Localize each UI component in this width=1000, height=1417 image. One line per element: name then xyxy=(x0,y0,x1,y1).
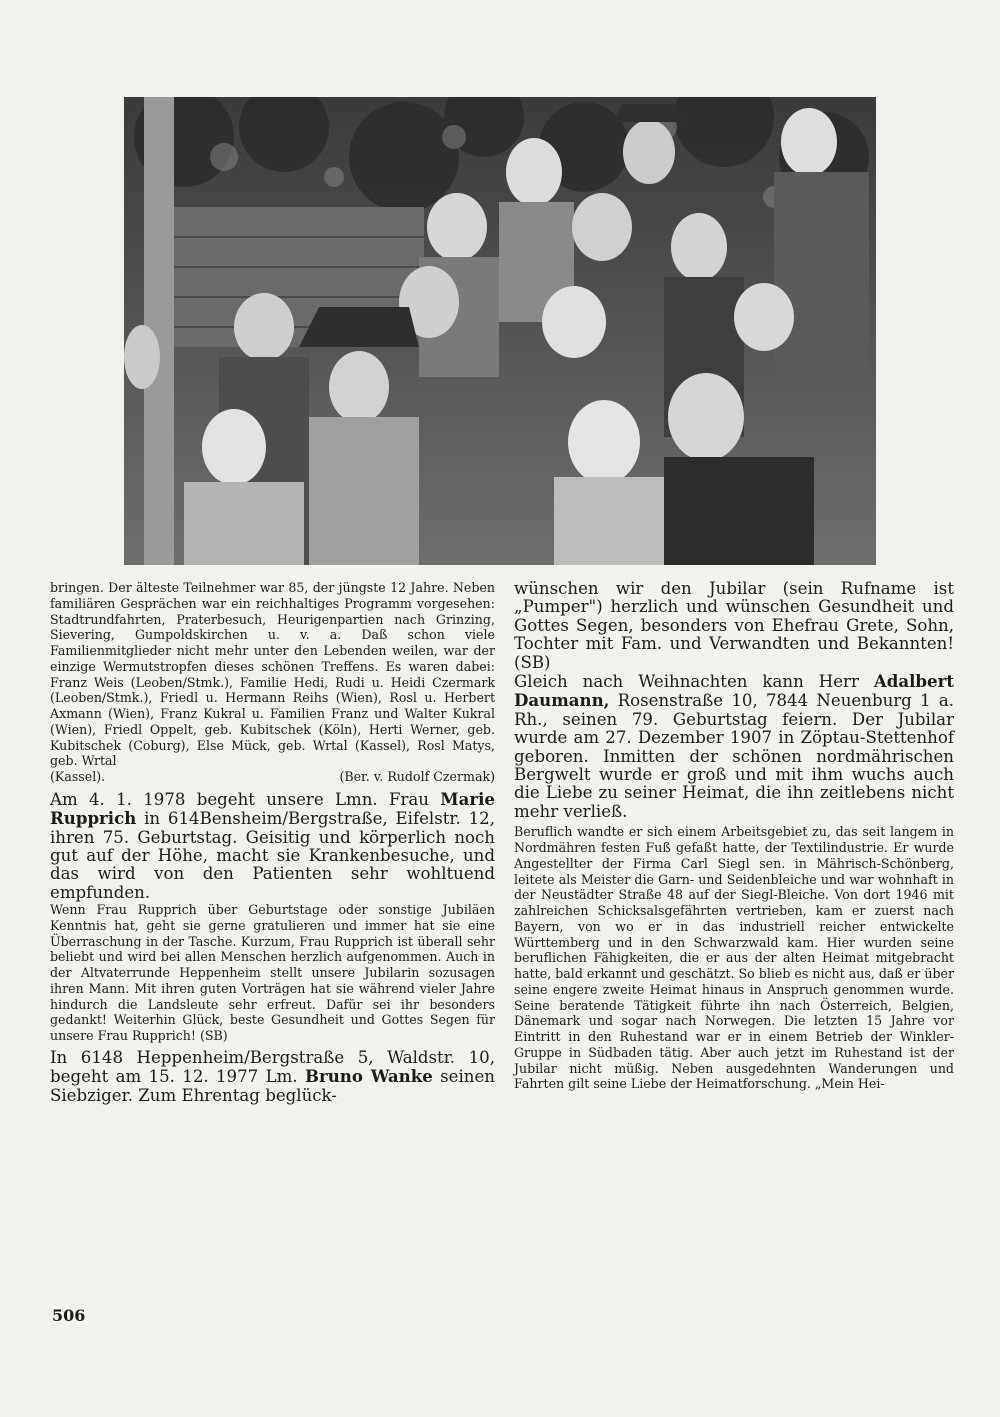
birthday-wanke-continuation: wünschen wir den Jubilar (sein Rufname ist „Pumper") herzlich und wünschen Gesundheit und Gottes Segen, besonders von Ehefrau Grete, Sohn, Tochter mit Fam. und Verwandten und Bekannten! (SB) xyxy=(514,579,954,672)
report-source: (Ber. v. Rudolf Czermak) xyxy=(339,769,495,784)
name-rupprich: Marie Rupprich xyxy=(50,788,495,829)
left-column xyxy=(50,580,495,1105)
birthday-rupprich-lead: Am 4. 1. 1978 begeht unsere Lmn. Frau Marie Rupprich in 614Bensheim/Bergstraße, Eifelstr. 12, ihren 75. Geburtstag. Geisitig und körperlich noch gut auf der Höhe, macht sie Krankenbesuche, und das wird von den Patienten sehr wohltuend empfunden. xyxy=(50,788,495,902)
report-end: (Kassel). xyxy=(50,769,106,784)
report-signoff xyxy=(50,769,495,785)
group-photo xyxy=(124,97,876,565)
name-daumann: Adalbert Daumann, xyxy=(514,671,954,711)
birthday-daumann-lead: Gleich nach Weihnachten kann Herr Adalbert Daumann, Rosenstraße 10, 7844 Neuenburg 1 a. Rh., seinen 79. Geburtstag feiern. Der Jubilar wurde am 27. Dezember 1907 in Zöptau-Stettenhof geboren. Inmitten der schönen nordmährischen Bergwelt wurde er groß und mit ihm wuchs auch die Liebe zu seiner Heimat, die ihn zeitlebens nicht mehr verließ. xyxy=(514,671,954,821)
birthday-wanke-lead: In 6148 Heppenheim/Bergstraße 5, Waldstr. 10, begeht am 15. 12. 1977 Lm. Bruno Wanke seinen Siebziger. Zum Ehrentag beglück- xyxy=(50,1047,495,1105)
birthday-rupprich-body: Wenn Frau Rupprich über Geburtstage oder sonstige Jubiläen Kenntnis hat, geht sie gerne gratulieren und immer hat sie eine Überraschung in der Tasche. Kurzum, Frau Rupprich ist überall sehr beliebt und wird bei allen Menschen herzlich aufgenommen. Auch in der Altvaterrunde Heppenheim stellt unsere Jubilarin sozusagen ihren Mann. Mit ihren guten Vorträgen hat sie während vieler Jahre hindurch die Landsleute sehr erfreut. Dafür sei ihr besonders gedankt! Weiterhin Glück, beste Gesundheit und Gottes Segen für unsere Frau Rupprich! (SB) xyxy=(50,902,495,1044)
right-column xyxy=(514,580,954,1092)
page-number: 506 xyxy=(52,1306,86,1325)
report-paragraph: bringen. Der älteste Teilnehmer war 85, der jüngste 12 Jahre. Neben familiären Gesprächen war ein reichhaltiges Programm vorgesehen: Stadtrundfahrten, Praterbesuch, Heurigenpartien nach Grinzing, Sievering, Gumpoldskirchen u. v. a. Daß schon viele Familienmitglieder nicht mehr unter den Lebenden weilen, war der einzige Wermutstropfen dieses schönen Treffens. Es waren dabei: Franz Weis (Leoben/Stmk.), Familie Hedi, Rudi u. Heidi Czermark (Leoben/Stmk.), Friedl u. Hermann Reihs (Wien), Rosl u. Herbert Axmann (Wien), Franz Kukral u. Familien Franz und Walter Kukral (Wien), Friedl Oppelt, geb. Kubitschek (Köln), Herti Werner, geb. Kubitschek (Coburg), Else Mück, geb. Wrtal (Kassel), Rosl Matys, geb. Wrtal xyxy=(50,580,495,769)
group-photo-illustration xyxy=(124,97,876,565)
birthday-daumann-body: Beruflich wandte er sich einem Arbeitsgebiet zu, das seit langem in Nordmähren festen Fuß gefaßt hatte, der Textilindustrie. Er wurde Angestellter der Firma Carl Siegl sen. in Mährisch-Schönberg, leitete als Meister die Garn- und Seidenbleiche und war wohnhaft in der Neustädter Straße 48 auf der Siegl-Bleiche. Von dort 1946 mit zahlreichen Schicksalsgefährten vertrieben, kam er zuerst nach Bayern, von wo er in das industriell reicher entwickelte Württemberg und in den Schwarzwald kam. Hier wurden seine beruflichen Fähigkeiten, die er aus der alten Heimat mitgebracht hatte, bald erkannt und geschätzt. So blieb es nicht aus, daß er über seine engere zweite Heimat hinaus in Anspruch genommen wurde. Seine beratende Tätigkeit führte ihn nach Österreich, Belgien, Dänemark und sogar nach Norwegen. Die letzten 15 Jahre vor Eintritt in den Ruhestand war er in einem Betrieb der Winkler-Gruppe in Südbaden tätig. Aber auch jetzt im Ruhestand ist der Jubilar nicht müßig. Neben ausgedehnten Wanderungen und Fahrten gilt seine Liebe der Heimatforschung. „Mein Hei- xyxy=(514,824,954,1092)
name-wanke: Bruno Wanke xyxy=(304,1066,433,1087)
